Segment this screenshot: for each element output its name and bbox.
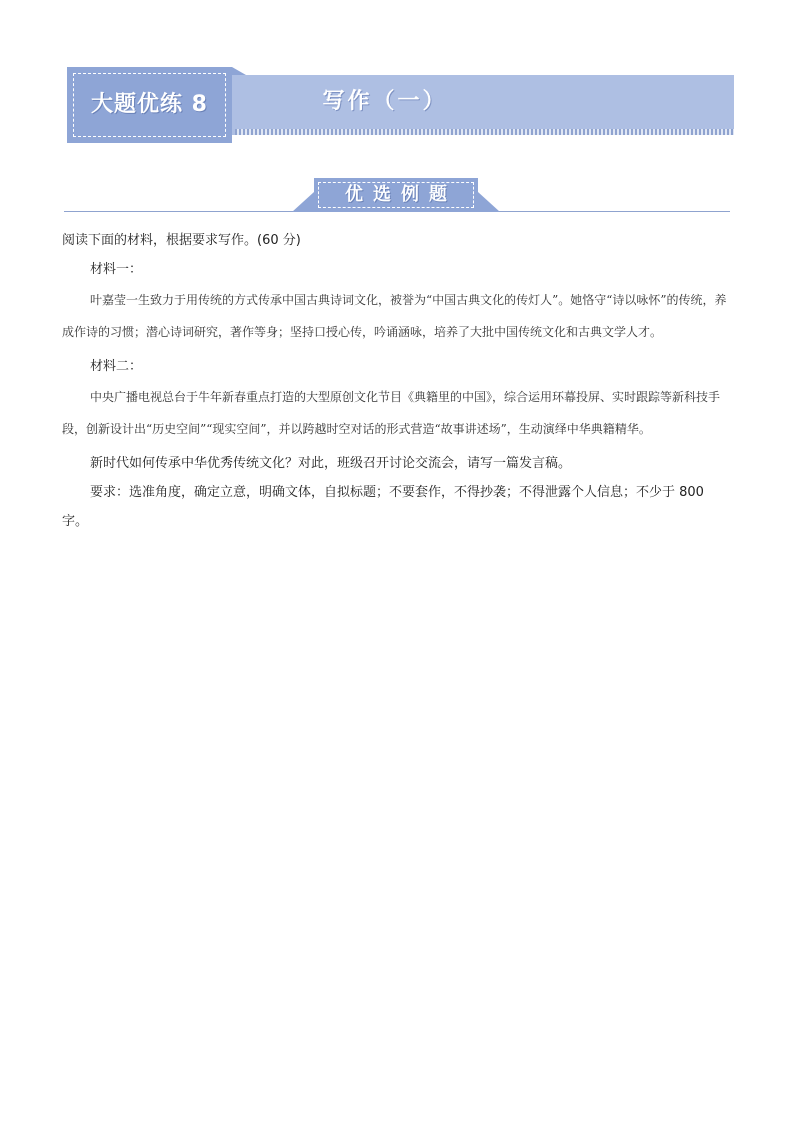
section-tab-label: 优选例题 (345, 184, 457, 205)
material2-text: 中央广播电视总台于牛年新春重点打造的大型原创文化节目《典籍里的中国》，综合运用环幕投屏、实时跟踪等新科技手段，创新设计出“历史空间”“现实空间”，并以跨越时空对话的形式营造“故事讲述场”，生动演绎中华典籍精华。 (62, 390, 721, 436)
chapter-banner (67, 67, 734, 143)
tab-wing-left (292, 192, 314, 212)
section-tab (292, 178, 500, 212)
banner-notch (232, 67, 246, 75)
banner-stripe (235, 129, 734, 135)
writing-requirements: 要求：选准角度，确定立意，明确文体，自拟标题；不要套作，不得抄袭；不得泄露个人信息；不少于 800 字。 (62, 485, 704, 529)
tab-wing-right (478, 192, 500, 212)
question-content (62, 226, 730, 536)
chapter-title: 写作（一） (322, 89, 448, 114)
material1-title: 材料一： (90, 262, 143, 277)
question-intro: 阅读下面的材料，根据要求写作。(60 分) (62, 233, 301, 248)
material2-title: 材料二： (90, 359, 143, 374)
chapter-label: 大题优练 8 (91, 92, 208, 117)
tab-body (314, 178, 478, 212)
writing-prompt: 新时代如何传承中华优秀传统文化？对此，班级召开讨论交流会，请写一篇发言稿。 (90, 456, 572, 471)
material1-text: 叶嘉莹一生致力于用传统的方式传承中国古典诗词文化，被誉为“中国古典文化的传灯人”。她恪守“诗以咏怀”的传统，养成作诗的习惯；潜心诗词研究，著作等身；坚持口授心传，吟诵涵咏，培养了大批中国传统文化和古典文学人才。 (62, 293, 727, 339)
